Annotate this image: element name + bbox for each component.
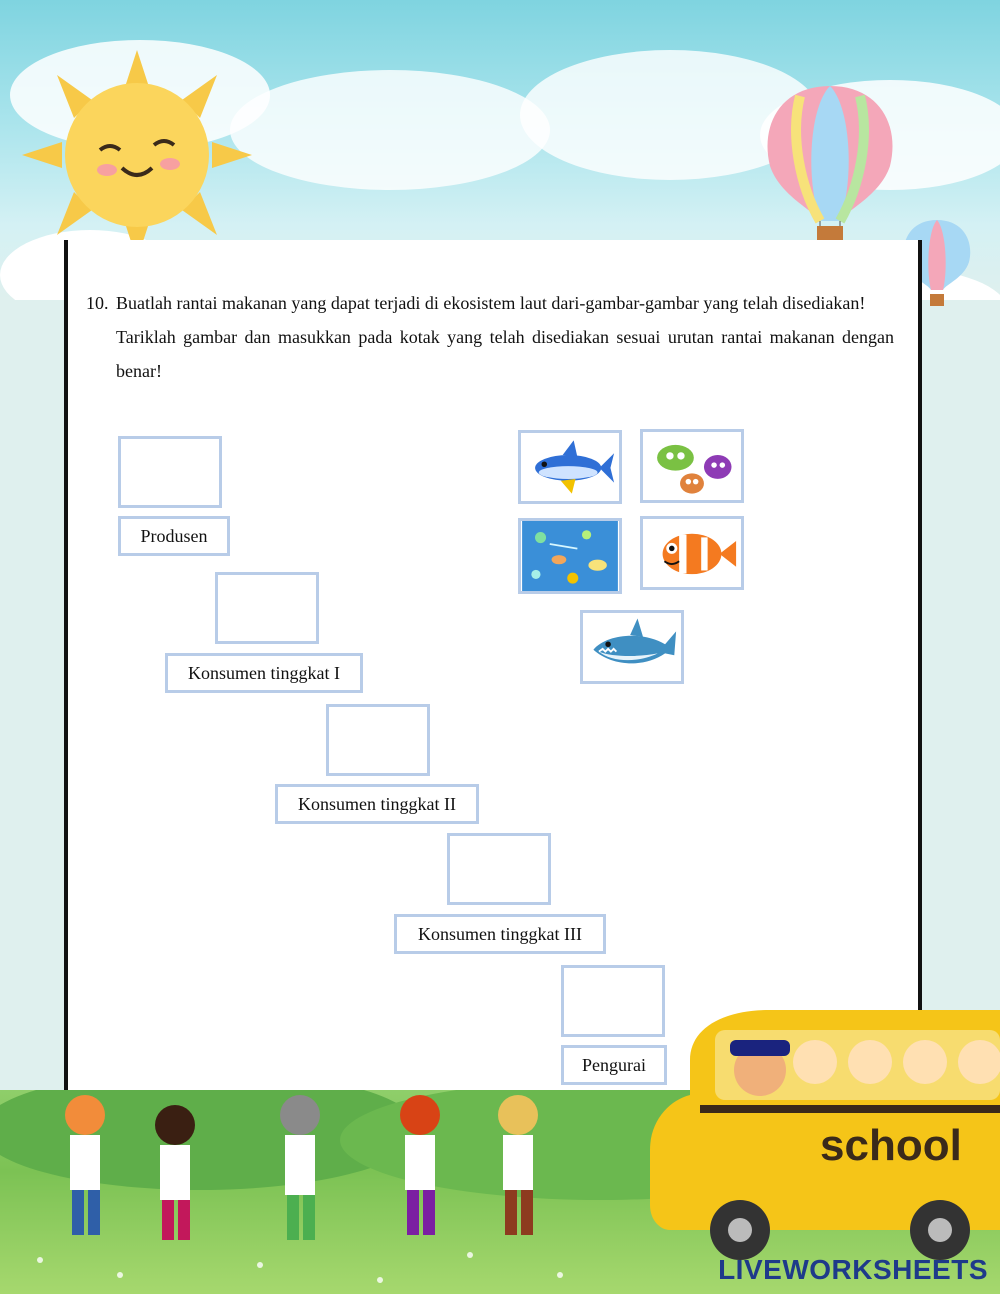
label-konsumen-3: Konsumen tinggkat III (394, 914, 606, 954)
label-konsumen-1: Konsumen tinggkat I (165, 653, 363, 693)
label-produsen: Produsen (118, 516, 230, 556)
drop-box-konsumen-1[interactable] (215, 572, 319, 644)
clownfish-icon (643, 519, 741, 587)
bus-text: school (820, 1121, 962, 1170)
question-text (116, 286, 894, 388)
hot-air-balloon-icon (760, 86, 900, 261)
tuna-fish-icon (521, 433, 619, 501)
bacteria-icon (643, 432, 741, 500)
question-instruction-1: Buatlah rantai makanan yang dapat terjadi di ekosistem laut dari-gambar-gambar yang telah disediakan! (116, 293, 866, 313)
card-tuna[interactable] (518, 430, 622, 504)
drop-box-konsumen-2[interactable] (326, 704, 430, 776)
school-bus-icon (650, 1000, 1000, 1260)
liveworksheets-logo: LIVEWORKSHEETS (718, 1254, 988, 1285)
sun-icon (22, 50, 252, 260)
cloud (230, 70, 550, 190)
question-instruction-2: Tariklah gambar dan masukkan pada kotak yang telah disediakan sesuai urutan rantai makanan dengan benar! (116, 327, 894, 381)
card-clownfish[interactable] (640, 516, 744, 590)
drop-box-produsen[interactable] (118, 436, 222, 508)
question-number: 10. (86, 293, 109, 313)
card-bacteria[interactable] (640, 429, 744, 503)
card-plankton[interactable] (518, 518, 622, 594)
plankton-icon (521, 521, 619, 591)
label-pengurai: Pengurai (561, 1045, 667, 1085)
card-shark[interactable] (580, 610, 684, 684)
label-konsumen-2: Konsumen tinggkat II (275, 784, 479, 824)
shark-icon (583, 613, 681, 681)
drop-box-konsumen-3[interactable] (447, 833, 551, 905)
